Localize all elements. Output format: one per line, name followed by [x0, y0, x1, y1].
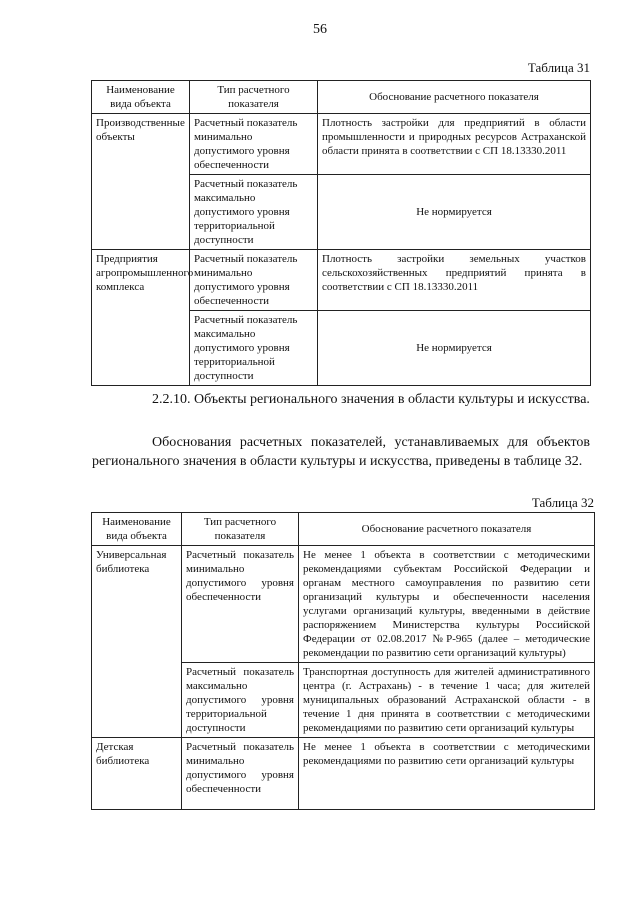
table-header-row	[92, 81, 591, 114]
table-row	[92, 114, 591, 175]
header-indicator-basis: Обоснование расчетного показателя	[318, 81, 591, 114]
object-name-cell: Универсальная библиотека	[92, 546, 182, 738]
table-31-caption: Таблица 31	[527, 60, 590, 75]
page-number: 56	[313, 22, 327, 37]
header-indicator-type: Тип расчетного показателя	[182, 513, 299, 546]
header-indicator-basis: Обоснование расчетного показателя	[299, 513, 595, 546]
table-row	[92, 546, 595, 663]
indicator-basis-cell: Плотность застройки земельных участков сельскохозяйственных предприятий принята в соответствии с СП 18.13330.2011	[318, 250, 591, 311]
table-row	[92, 738, 595, 810]
header-object-type: Наименование вида объекта	[92, 513, 182, 546]
indicator-type-cell: Расчетный показатель максимально допустимого уровня территориальной доступности	[182, 663, 299, 738]
table-header-row	[92, 513, 595, 546]
indicator-basis-cell: Не нормируется	[318, 311, 591, 386]
indicator-basis-cell: Не менее 1 объекта в соответствии с методическими рекомендациями субъектам Российской Федерации и органам местного самоуправления по развитию сети организаций культуры и обеспеченности населения услугами организаций культуры, введенными в действие распоряжением Министерства культуры Российской Федерации от 02.08.2017 №Р-965 (далее – методические рекомендации по развитию сети организаций культуры)	[299, 546, 595, 663]
indicator-type-cell: Расчетный показатель максимально допустимого уровня территориальной доступности	[190, 175, 318, 250]
indicator-type-cell: Расчетный показатель минимально допустимого уровня обеспеченности	[182, 738, 299, 810]
object-name-cell: Детская библиотека	[92, 738, 182, 810]
section-heading: 2.2.10. Объекты регионального значения в области культуры и искусства.	[152, 392, 590, 407]
table-32-caption: Таблица 32	[531, 495, 594, 510]
object-name-cell: Производственные объекты	[92, 114, 190, 250]
indicator-basis-cell: Плотность застройки для предприятий в области промышленности и природных ресурсов Астраханской области принята в соответствии с СП 18.13330.2011	[318, 114, 591, 175]
indicator-basis-cell: Не менее 1 объекта в соответствии с методическими рекомендациями по развитию сети организаций культуры	[299, 738, 595, 810]
indicator-basis-cell: Транспортная доступность для жителей административного центра (г. Астрахань) - в течение 1 часа; для жителей муниципальных образований Астраханской области - в течение 1 дня принята в соответствии с методическими рекомендациями по развитию сети организаций культуры	[299, 663, 595, 738]
indicator-type-cell: Расчетный показатель максимально допустимого уровня территориальной доступности	[190, 311, 318, 386]
header-indicator-type: Тип расчетного показателя	[190, 81, 318, 114]
indicator-type-cell: Расчетный показатель минимально допустимого уровня обеспеченности	[190, 114, 318, 175]
table-31	[91, 80, 591, 386]
object-name-cell: Предприятия агропромышленного комплекса	[92, 250, 190, 386]
intro-paragraph: Обоснования расчетных показателей, устанавливаемых для объектов регионального значения в области культуры и искусства, приведены в таблице 32.	[92, 435, 590, 469]
table-32	[91, 512, 595, 810]
header-object-type: Наименование вида объекта	[92, 81, 190, 114]
table-row	[92, 250, 591, 311]
indicator-type-cell: Расчетный показатель минимально допустимого уровня обеспеченности	[182, 546, 299, 663]
indicator-type-cell: Расчетный показатель минимально допустимого уровня обеспеченности	[190, 250, 318, 311]
indicator-basis-cell: Не нормируется	[318, 175, 591, 250]
